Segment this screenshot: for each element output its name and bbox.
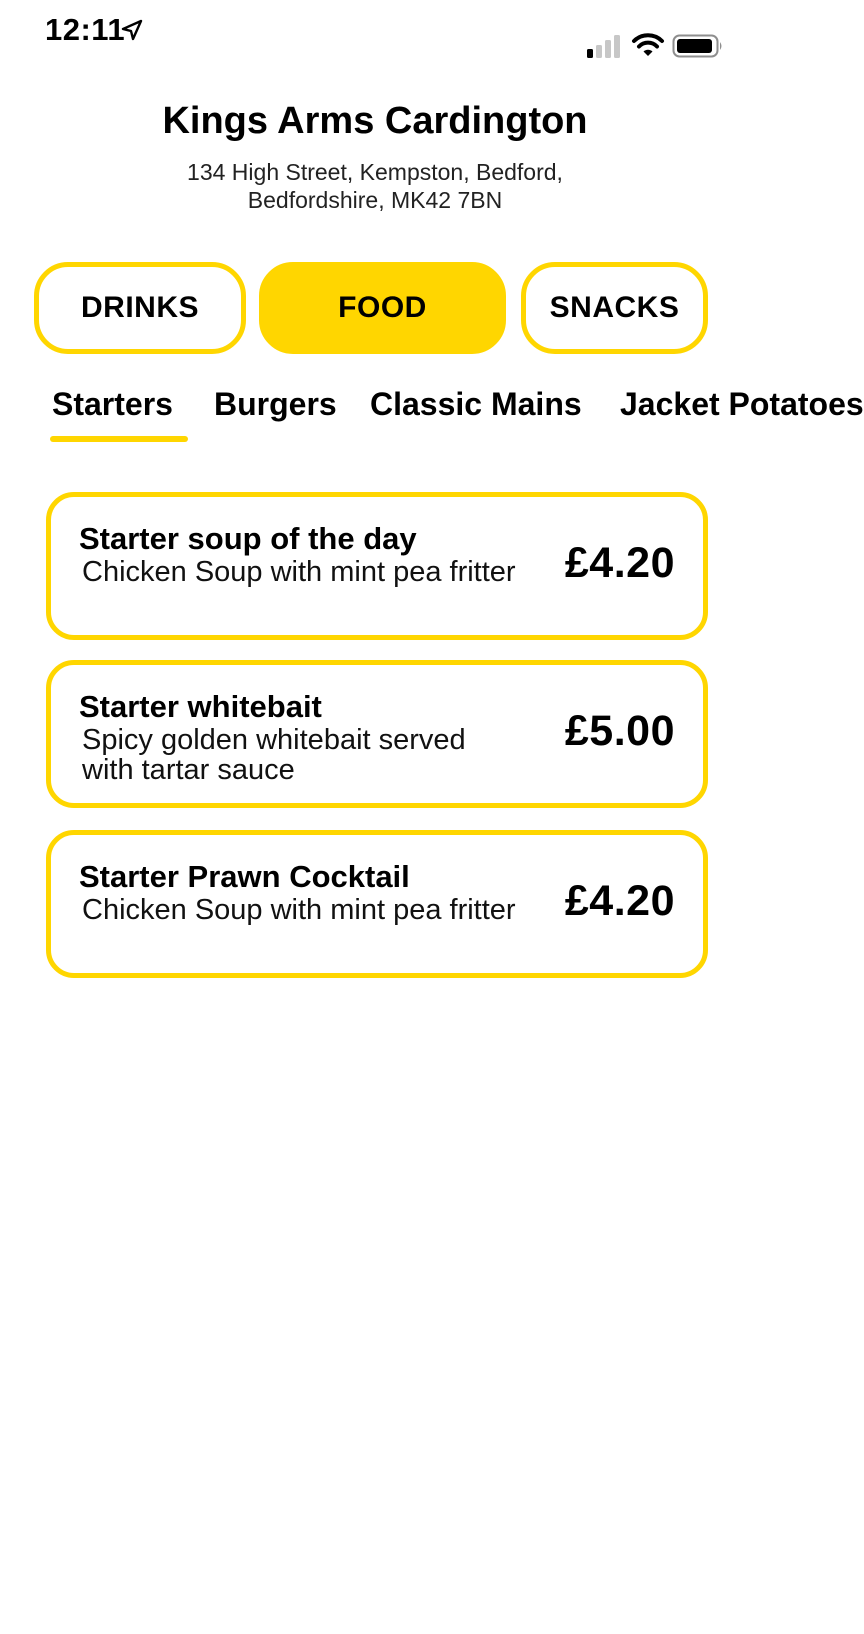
- location-arrow-icon: [120, 18, 144, 42]
- menu-item-card[interactable]: [46, 492, 708, 640]
- menu-item-description: Chicken Soup with mint pea fritter: [82, 894, 516, 926]
- category-button-snacks[interactable]: SNACKS: [521, 262, 708, 354]
- cellular-signal-icon: [587, 34, 623, 58]
- status-bar: [0, 0, 750, 70]
- menu-item-name: Starter soup of the day: [79, 521, 417, 556]
- category-button-food[interactable]: FOOD: [259, 262, 506, 354]
- menu-item-name: Starter Prawn Cocktail: [79, 859, 410, 894]
- venue-address-line1: 134 High Street, Kempston, Bedford,: [187, 159, 563, 185]
- menu-item-card[interactable]: [46, 830, 708, 978]
- battery-icon: [672, 34, 724, 58]
- category-button-drinks[interactable]: DRINKS: [34, 262, 246, 354]
- menu-item-card[interactable]: [46, 660, 708, 808]
- menu-item-description: Spicy golden whitebait served with tartar sauce: [82, 724, 466, 786]
- wifi-icon: [632, 32, 664, 58]
- venue-address-line2: Bedfordshire, MK42 7BN: [247, 187, 503, 213]
- status-time: 12:11: [45, 12, 126, 47]
- venue-address: [150, 158, 600, 214]
- menu-item-price: £5.00: [564, 707, 675, 755]
- tab-starters[interactable]: Starters: [52, 386, 173, 422]
- tab-classic-mains[interactable]: Classic Mains: [370, 386, 582, 422]
- venue-name: Kings Arms Cardington: [162, 100, 588, 142]
- menu-item-price: £4.20: [564, 877, 675, 925]
- tab-jacket-potatoes[interactable]: Jacket Potatoes: [620, 386, 864, 422]
- menu-item-name: Starter whitebait: [79, 689, 322, 724]
- menu-item-price: £4.20: [564, 539, 675, 587]
- active-tab-indicator: [50, 436, 188, 442]
- tab-burgers[interactable]: Burgers: [214, 386, 337, 422]
- menu-item-description: Chicken Soup with mint pea fritter: [82, 556, 516, 588]
- subcategory-tabs: [0, 380, 864, 450]
